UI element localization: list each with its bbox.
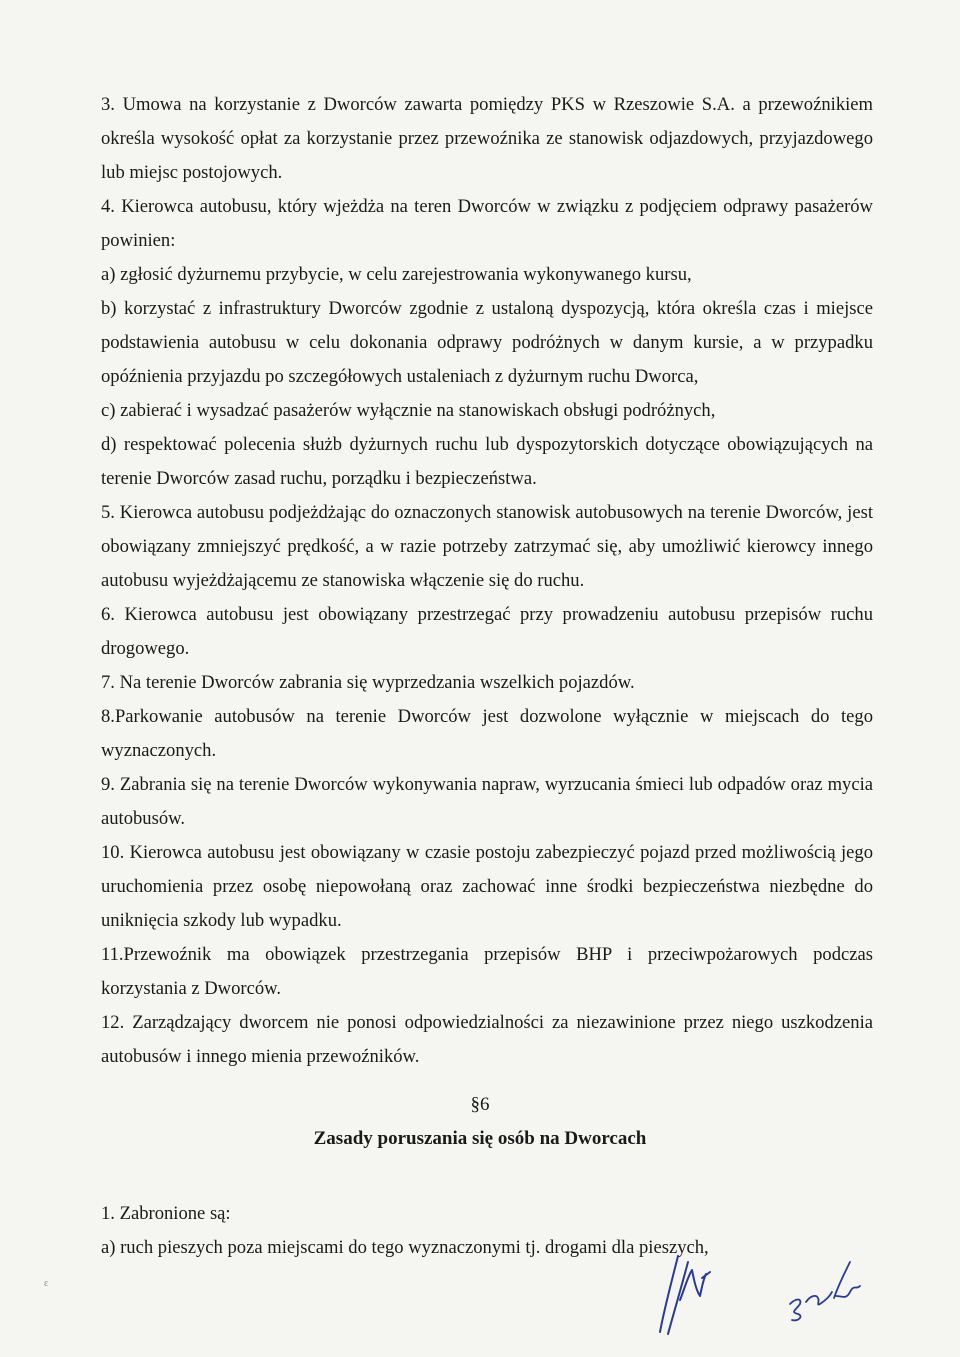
paragraph-7: 7. Na terenie Dworców zabrania się wyprzedzania wszelkich pojazdów. xyxy=(101,672,635,693)
paragraph-12: 12. Zarządzający dworcem nie ponosi odpowiedzialności za niezawinione przez niego uszkodzenia autobusów i innego mienia przewoźników. xyxy=(101,1012,873,1067)
margin-mark: ε xyxy=(44,1278,49,1289)
paragraph-4c: c) zabierać i wysadzać pasażerów wyłącznie na stanowiskach obsługi podróżnych, xyxy=(101,400,716,421)
paragraph-6: 6. Kierowca autobusu jest obowiązany przestrzegać przy prowadzeniu autobusu przepisów ruchu drogowego. xyxy=(101,604,873,659)
paragraph-5: 5. Kierowca autobusu podjeżdżając do oznaczonych stanowisk autobusowych na terenie Dworców, jest obowiązany zmniejszyć prędkość, a w razie potrzeby zatrzymać się, aby umożliwić kierowcy innego autobusu wyjeżdżającemu ze stanowiska włączenie się do ruchu. xyxy=(101,502,873,591)
section-paragraph-1a: a) ruch pieszych poza miejscami do tego wyznaczonymi tj. drogami dla pieszych, xyxy=(101,1237,709,1258)
section-title: Zasady poruszania się osób na Dworcach xyxy=(313,1128,647,1149)
signature-1 xyxy=(660,1256,710,1334)
paragraph-4d: d) respektować polecenia służb dyżurnych ruchu lub dyspozytorskich dotyczące obowiązujących na terenie Dworców zasad ruchu, porządku i bezpieczeństwa. xyxy=(101,434,873,489)
signature-2 xyxy=(790,1262,860,1320)
paragraph-11: 11.Przewoźnik ma obowiązek przestrzegania przepisów BHP i przeciwpożarowych podczas korzystania z Dworców. xyxy=(101,944,873,999)
paragraph-10: 10. Kierowca autobusu jest obowiązany w czasie postoju zabezpieczyć pojazd przed możliwością jego uruchomienia przez osobę niepowołaną oraz zachować inne środki bezpieczeństwa niezbędne do uniknięcia szkody lub wypadku. xyxy=(101,842,873,931)
section-number: §6 xyxy=(470,1094,490,1115)
paragraph-4: 4. Kierowca autobusu, który wjeżdża na teren Dworców w związku z podjęciem odprawy pasażerów powinien: xyxy=(101,196,873,251)
paragraph-4a: a) zgłosić dyżurnemu przybycie, w celu zarejestrowania wykonywanego kursu, xyxy=(101,264,692,285)
section-paragraph-1: 1. Zabronione są: xyxy=(101,1203,231,1224)
paragraph-3: 3. Umowa na korzystanie z Dworców zawarta pomiędzy PKS w Rzeszowie S.A. a przewoźnikiem określa wysokość opłat za korzystanie przez przewoźnika ze stanowisk odjazdowych, przyjazdowego lub miejsc postojowych. xyxy=(101,94,873,183)
handwritten-signatures xyxy=(640,1240,900,1340)
document-body xyxy=(101,88,873,1074)
paragraph-8: 8.Parkowanie autobusów na terenie Dworców jest dozwolone wyłącznie w miejscach do tego wyznaczonych. xyxy=(101,706,873,761)
paragraph-9: 9. Zabrania się na terenie Dworców wykonywania napraw, wyrzucania śmieci lub odpadów oraz mycia autobusów. xyxy=(101,774,873,829)
paragraph-4b: b) korzystać z infrastruktury Dworców zgodnie z ustaloną dyspozycją, która określa czas i miejsce podstawienia autobusu w celu dokonania odprawy podróżnych w danym kursie, a w przypadku opóźnienia przyjazdu po szczegółowych ustaleniach z dyżurnym ruchu Dworca, xyxy=(101,298,873,387)
